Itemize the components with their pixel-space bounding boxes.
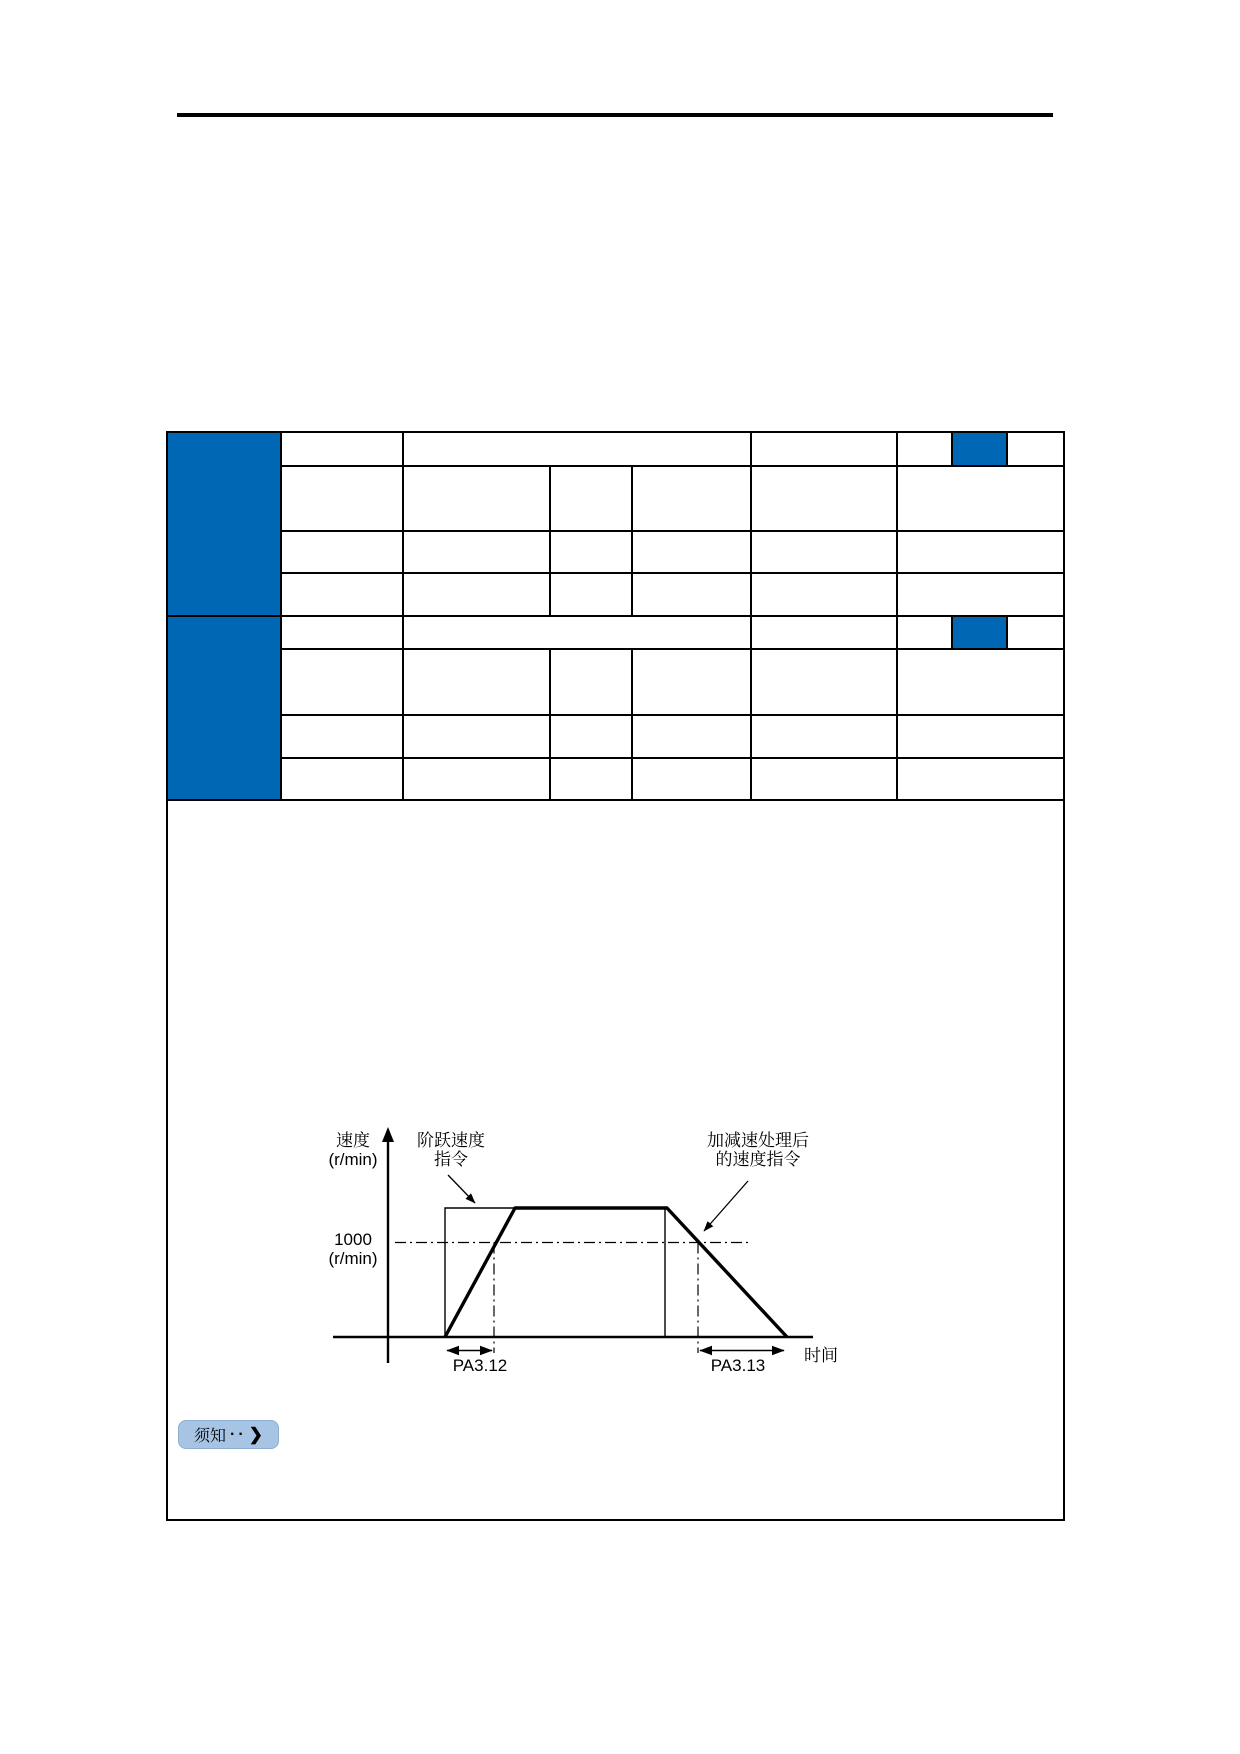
table-cell [550, 531, 632, 573]
table-cell [403, 531, 550, 573]
processed-command-label: 加减速处理后 的速度指令 [707, 1131, 809, 1169]
step-command-pointer-arrow [448, 1175, 475, 1203]
table-cell [281, 573, 403, 616]
table-cell [751, 531, 897, 573]
table-cell [550, 649, 632, 715]
x-axis-label: 时间 [804, 1346, 838, 1365]
notice-badge-label: 须知 [194, 1428, 227, 1445]
table-cell [897, 432, 952, 466]
table-row [167, 573, 1064, 616]
table-row [167, 649, 1064, 715]
parameter-table-wrapper [166, 431, 1065, 801]
notice-badge-arrow-icon: ❯ [248, 1425, 263, 1444]
table-cell [1007, 616, 1064, 649]
decel-time-param-label: PA3.13 [710, 1356, 766, 1375]
table-cell [751, 466, 897, 531]
table-cell [632, 649, 751, 715]
param-group-2-header-cell [167, 616, 281, 800]
table-cell [550, 466, 632, 531]
table-cell [632, 466, 751, 531]
table-row [167, 432, 1064, 466]
top-rule [177, 113, 1053, 117]
table-cell [632, 531, 751, 573]
table-cell [897, 531, 1064, 573]
y-axis-label: 速度 (r/min) [328, 1131, 378, 1169]
table-cell [897, 715, 1064, 758]
table-cell [403, 649, 550, 715]
step-command-outline [445, 1208, 665, 1336]
table-cell [550, 715, 632, 758]
speed-curve [445, 1208, 787, 1337]
table-cell [403, 758, 550, 800]
table-cell [403, 466, 550, 531]
table-cell [281, 616, 403, 649]
param-group-1-header-cell [167, 432, 281, 616]
group-2-highlight-cell [952, 616, 1007, 649]
table-cell [632, 573, 751, 616]
table-cell [632, 715, 751, 758]
table-cell [897, 616, 952, 649]
table-cell [550, 758, 632, 800]
table-cell [550, 573, 632, 616]
table-row [167, 616, 1064, 649]
speed-level-label: 1000 (r/min) [328, 1230, 378, 1268]
table-cell [281, 466, 403, 531]
table-cell [403, 715, 550, 758]
table-row [167, 531, 1064, 573]
table-cell [897, 573, 1064, 616]
group-1-highlight-cell [952, 432, 1007, 466]
processed-command-pointer-arrow [704, 1181, 748, 1231]
table-cell [281, 432, 403, 466]
table-cell [751, 616, 897, 649]
table-cell [897, 758, 1064, 800]
notice-badge [178, 1420, 279, 1449]
table-cell [751, 715, 897, 758]
table-cell [403, 616, 751, 649]
table-cell [403, 432, 751, 466]
table-cell [632, 758, 751, 800]
table-cell [751, 432, 897, 466]
parameter-table [166, 431, 1065, 801]
table-cell [281, 715, 403, 758]
accel-time-param-label: PA3.12 [452, 1356, 508, 1375]
notice-badge-dots: ·· [230, 1425, 247, 1443]
table-cell [751, 758, 897, 800]
table-row [167, 466, 1064, 531]
table-cell [897, 649, 1064, 715]
table-cell [281, 758, 403, 800]
table-cell [281, 531, 403, 573]
table-cell [403, 573, 550, 616]
table-cell [281, 649, 403, 715]
table-cell [1007, 432, 1064, 466]
table-cell [751, 573, 897, 616]
table-cell [897, 466, 1064, 531]
table-row [167, 758, 1064, 800]
table-cell [751, 649, 897, 715]
step-command-label: 阶跃速度 指令 [417, 1131, 485, 1169]
table-row [167, 715, 1064, 758]
